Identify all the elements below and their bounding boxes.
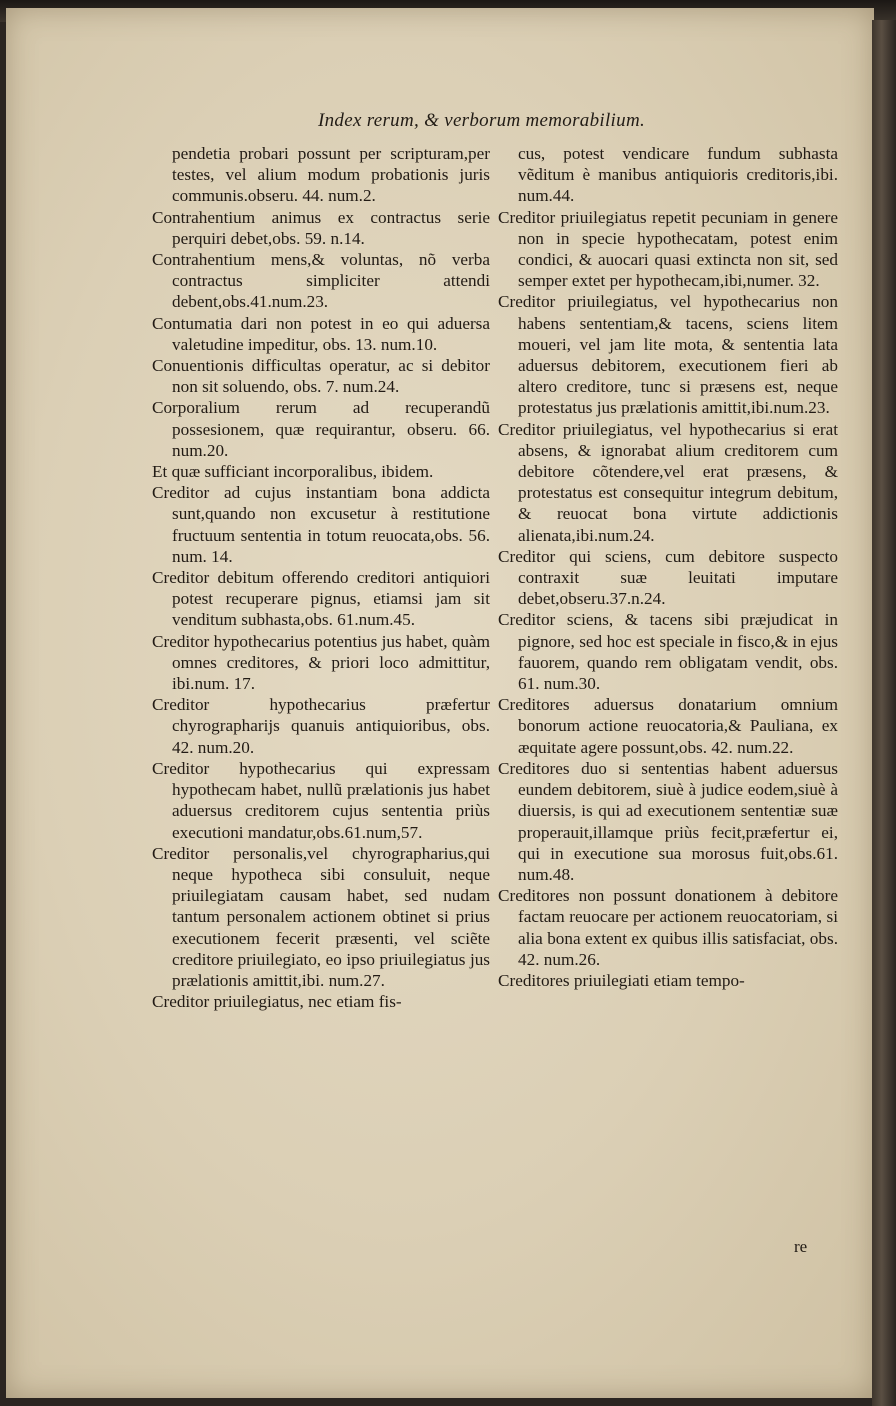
page-edge (872, 20, 896, 1406)
index-entry: Creditores non possunt donationem à debitore factam reuocare per actionem reuocatoriam, si alia bona extent ex quibus illis satisfaciat, obs. 42. num.26. (498, 886, 838, 969)
index-entry: pendetia probari possunt per scripturam,per testes, vel alium modum probationis juris communis.obseru. 44. num.2. (172, 144, 490, 206)
index-entry: Corporalium rerum ad recuperandũ possesionem, quæ requirantur, obseru. 66. num.20. (152, 398, 490, 460)
index-entry: Contrahentium mens,& voluntas, nõ verba contractus simpliciter attendi debent,obs.41.num.23. (152, 250, 490, 312)
index-entry: cus, potest vendicare fundum subhasta vẽditum è manibus antiquioris creditoris,ibi. num.44. (518, 144, 838, 206)
index-entry: Creditores aduersus donatarium omnium bonorum actione reuocatoria,& Pauliana, ex æquitate agere possunt,obs. 42. num.22. (498, 695, 838, 757)
index-entry: Creditores duo si sententias habent aduersus eundem debitorem, siuè à judice eodem,siuè à diuersis, is qui ad executionem sententiæ suæ properauit,illamque priùs fecit,præfertur ei, qui in executione sua morosus fuit,obs.61. num.48. (498, 758, 838, 884)
right-column (498, 143, 838, 991)
index-entry: Creditor priuilegiatus, nec etiam fis- (152, 992, 402, 1012)
index-entry: Creditor ad cujus instantiam bona addicta sunt,quando non excusetur à restitutione fructuum sententia in totum reuocata,obs. 56. num. 14. (152, 483, 490, 566)
index-entry: Creditor priuilegiatus, vel hypothecarius non habens sententiam,& tacens, sciens litem moueri, vel jam lite mota, & sententia lata aduersus debitorem, executionem fieri ab altero creditore, tunc si præsens est, neque protestatus jus prælationis amittit,ibi.num.23. (498, 292, 838, 418)
index-entry: Creditor personalis,vel chyrographarius,qui neque hypotheca sibi consuluit, neque priuilegiatam causam habet, sed nudam tantum personalem actionem obtinet si prius executionem fecerit præsenti, vel sciẽte creditore priuilegiato, eo ipso priuilegiatus jus prælationis amittit,ibi. num.27. (152, 843, 490, 990)
left-column (152, 143, 490, 1012)
index-entry: Creditor sciens, & tacens sibi præjudicat in pignore, sed hoc est speciale in fisco,& in ejus fauorem, quando rem obligatam vendit, obs. 61. num.30. (498, 610, 838, 694)
index-entry: Conuentionis difficultas operatur, ac si debitor non sit soluendo, obs. 7. num.24. (152, 356, 490, 397)
catchword: re (794, 1237, 808, 1256)
index-entry: Contumatia dari non potest in eo qui aduersa valetudine impeditur, obs. 13. num.10. (152, 313, 490, 354)
index-entry: Et quæ sufficiant incorporalibus, ibidem. (152, 462, 434, 482)
index-entry: Creditor hypothecarius qui expressam hypothecam habet, nullũ prælationis jus habet aduersus creditorem cujus sententia priùs executioni mandatur,obs.61.num,57. (152, 758, 490, 842)
index-entry: Contrahentium animus ex contractus serie perquiri debet,obs. 59. n.14. (152, 207, 490, 248)
running-header: Index rerum, & verborum memorabilium. (318, 110, 646, 131)
index-entry: Creditor priuilegiatus repetit pecuniam in genere non in specie hypothecatam, potest enim condici, & auocari quasi extincta non sit, sed semper extet per hypothecam,ibi,numer. 32. (498, 207, 838, 291)
index-entry: Creditor hypothecarius potentius jus habet, quàm omnes creditores, & priori loco admittitur, ibi.num. 17. (152, 631, 490, 694)
index-entry: Creditor hypothecarius præfertur chyrographarijs quanuis antiquioribus, obs. 42. num.20. (152, 695, 490, 757)
index-entry: Creditores priuilegiati etiam tempo- (498, 970, 745, 990)
index-entry: Creditor qui sciens, cum debitore suspecto contraxit suæ leuitati imputare debet,obseru.37.n.24. (498, 546, 838, 609)
index-entry: Creditor priuilegiatus, vel hypothecarius si erat absens, & ignorabat alium creditorem cum debitore cõtendere,vel erat præsens, & protestatus est consequitur integrum debitum, & reuocat bona virtute addictionis alienata,ibi.num.24. (498, 419, 838, 545)
index-entry: Creditor debitum offerendo creditori antiquiori potest recuperare pignus, etiamsi jam sit venditum subhasta,obs. 61.num.45. (152, 568, 490, 630)
